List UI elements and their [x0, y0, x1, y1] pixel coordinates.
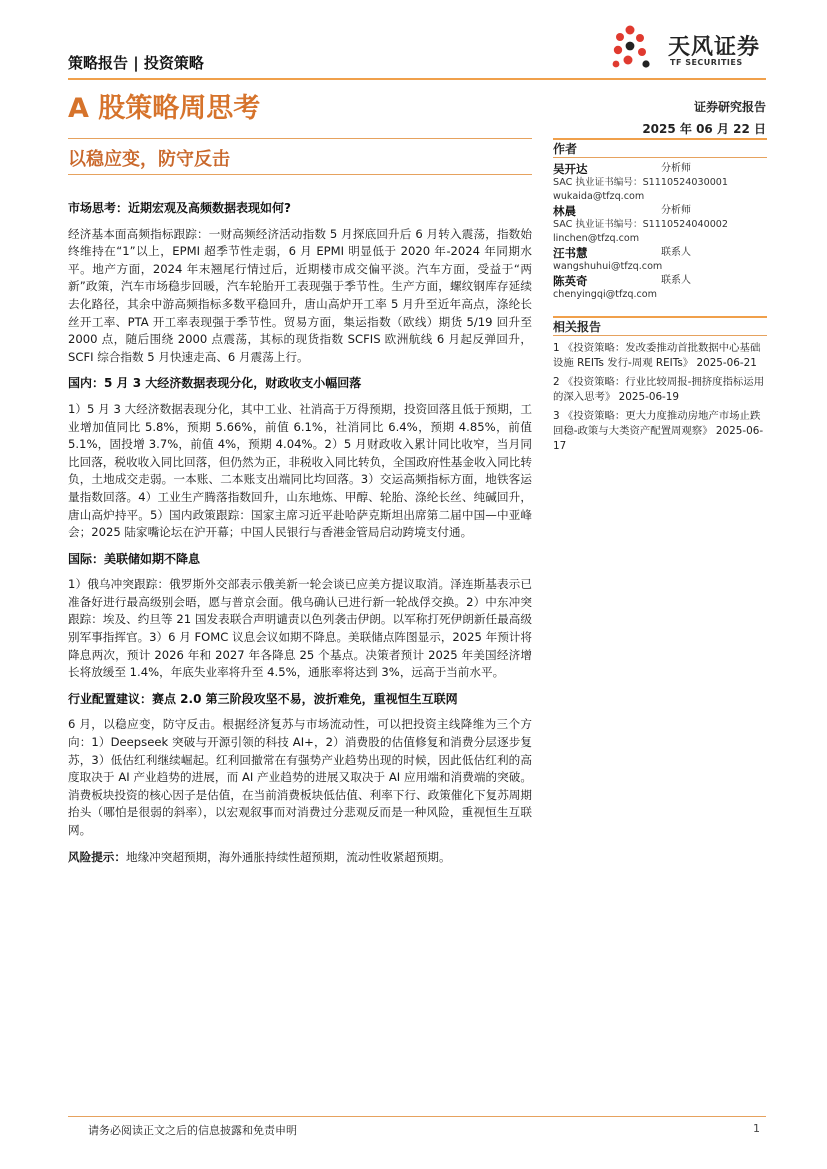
author-email[interactable]: wukaida@tfzq.com	[553, 191, 645, 202]
report-date: 2025 年 06 月 22 日	[642, 122, 766, 136]
author-role: 分析师	[661, 205, 691, 216]
author-name: 汪书慧	[553, 246, 588, 260]
author-name: 吴开达	[553, 162, 588, 176]
author-card	[553, 162, 767, 204]
author-name: 陈英奇	[553, 274, 588, 288]
related-report-item[interactable]: 1 《投资策略：发改委推动首批数据中心基础设施 REITs 发行-周观 REITs》 2025-06-21	[553, 342, 761, 369]
author-role: 联系人	[661, 247, 691, 258]
report-category: 策略报告 | 投资策略	[68, 54, 204, 72]
risk-label: 风险提示：	[68, 849, 126, 864]
main-content	[68, 200, 532, 875]
disclaimer-note: 请务必阅读正文之后的信息披露和免责申明	[88, 1124, 297, 1137]
related-report-item[interactable]: 3 《投资策略：更大力度推动房地产市场止跌回稳-政策与大类资产配置周观察》 2025-06-17	[553, 410, 764, 452]
section-body-international: 1）俄乌冲突跟踪：俄罗斯外交部表示俄美新一轮会谈已应美方提议取消。泽连斯基表示已准备好进行最高级别会晤，愿与普京会面。俄乌确认已进行新一轮战俘交换。2）中东冲突跟踪：埃及、约旦等 21 国发表联合声明谴责以色列袭击伊朗。以军称打死伊朗新任最高级别军事指挥官。3）6 月 FOMC 议息会议如期不降息。美联储点阵图显示，2025 年预计将降息两次，预计 2026 年和 2027 年各降息 25 个基点。决策者预计 2025 年美国经济增长将放缓至 1.4%，年底失业率将升至 4.5%，通胀率将达到 3%，远高于当前水平。	[68, 577, 532, 680]
page-number: 1	[753, 1122, 760, 1135]
footer-divider	[68, 1116, 766, 1117]
author-card	[553, 274, 767, 302]
author-role: 分析师	[661, 163, 691, 174]
author-email[interactable]: chenyingqi@tfzq.com	[553, 289, 658, 300]
subtitle-top-rule	[68, 138, 532, 139]
risk-text: 地缘冲突超预期，海外通胀持续性超预期，流动性收紧超预期。	[125, 849, 451, 864]
doc-type-label: 证券研究报告	[693, 100, 766, 114]
author-name: 林晨	[553, 204, 576, 218]
author-card	[553, 246, 767, 274]
section-body-domestic: 1）5 月 3 大经济数据表现分化，其中工业、社消高于万得预期，投资回落且低于预期，工业增加值同比 5.8%，预期 5.66%，前值 6.1%，社消同比 6.4%，预期 4.85%，前值 5.1%，固投增 3.7%，前值 4%，预期 4.04%。2）5 月财政收入累计同比收窄，当月同比回落，税收收入同比回落，但仍然为正，非税收入同比转负，全国政府性基金收入同比转负，土地成交走弱。一本账、二本账支出端同比均回落。3）交运高频指标方面，地铁客运量指数回落。4）工业生产腾落指数回升，山东地炼、甲醇、轮胎、涤纶长丝、纯碱回升，唐山高炉持平。5）国内政策跟踪：国家主席习近平赴哈萨克斯坦出席第二届中国—中亚峰会；2025 陆家嘴论坛在沪开幕；中国人民银行与香港金管局启动跨境支付通。	[68, 401, 532, 540]
risk-warning	[68, 849, 532, 867]
author-sac: SAC 执业证书编号：S1110524030001	[553, 177, 729, 188]
author-sac: SAC 执业证书编号：S1110524040002	[553, 219, 729, 230]
brand-name-cn: 天风证券	[668, 35, 761, 60]
related-reports	[553, 316, 767, 454]
page-subtitle: 以稳应变，防守反击	[68, 149, 230, 170]
brand-name-en: TF SECURITIES	[670, 58, 743, 67]
author-role: 联系人	[661, 275, 691, 286]
section-heading-domestic: 国内：5 月 3 大经济数据表现分化，财政收支小幅回落	[68, 376, 362, 391]
header-divider	[68, 78, 766, 80]
page-title: A 股策略周思考	[68, 93, 261, 124]
authors-heading: 作者	[553, 138, 767, 158]
section-heading-allocation: 行业配置建议：赛点 2.0 第三阶段攻坚不易，波折难免，重视恒生互联网	[68, 691, 458, 706]
related-reports-heading: 相关报告	[553, 316, 767, 336]
author-card	[553, 204, 767, 246]
section-heading-market: 市场思考：近期宏观及高频数据表现如何?	[68, 201, 291, 215]
subtitle-bottom-rule	[68, 174, 532, 175]
author-email[interactable]: wangshuhui@tfzq.com	[553, 261, 663, 272]
author-email[interactable]: linchen@tfzq.com	[553, 233, 640, 244]
section-heading-international: 国际：美联储如期不降息	[68, 551, 201, 566]
sidebar	[553, 138, 767, 458]
section-body-allocation: 6 月，以稳应变，防守反击。根据经济复苏与市场流动性，可以把投资主线降维为三个方向：1）Deepseek 突破与开源引领的科技 AI+，2）消费股的估值修复和消费分层逐步复苏，3）低估红利继续崛起。红利回撤常在有强势产业趋势出现的时候，因此低估红利的高度取决于 AI 产业趋势的进展，而 AI 产业趋势的进展又取决于 AI 应用端和消费端的突破。消费板块投资的核心因子是估值，在当前消费板块低估值、利率下行、政策催化下复苏周期抬头（哪怕是很弱的斜率），以宏观叙事而对消费过分悲观反而是一种风险，重视恒生互联网。	[68, 717, 532, 837]
related-report-item[interactable]: 2 《投资策略：行业比较周报-拥挤度指标运用的深入思考》 2025-06-19	[553, 376, 765, 403]
section-body-market: 经济基本面高频指标跟踪：一财高频经济活动指数 5 月探底回升后 6 月转入震荡，指数始终维持在“1”以上，EPMI 超季节性走弱，6 月 EPMI 明显低于 2020 年-2024 年同期水平。地产方面，2024 年末翘尾行情过后，近期楼市成交偏平淡。汽车方面，受益于“两新”政策，汽车市场稳步回暖，汽车轮胎开工表现强于季节性。生产方面，螺纹钢库存延续去化路径，其余中游高频指标多数平稳回升，唐山高炉开工率 5 月升至近年高点，涤纶长丝开工率、PTA 开工率表现强于季节性。贸易方面，集运指数（欧线）期货 5/19 回升至 2000 点，随后围绕 2000 点震荡，其标的现货指数 SCFIS 欧洲航线 6 月起反弹回升，SCFI 综合指数 5 月快速走高、6 月震荡上行。	[68, 226, 532, 364]
